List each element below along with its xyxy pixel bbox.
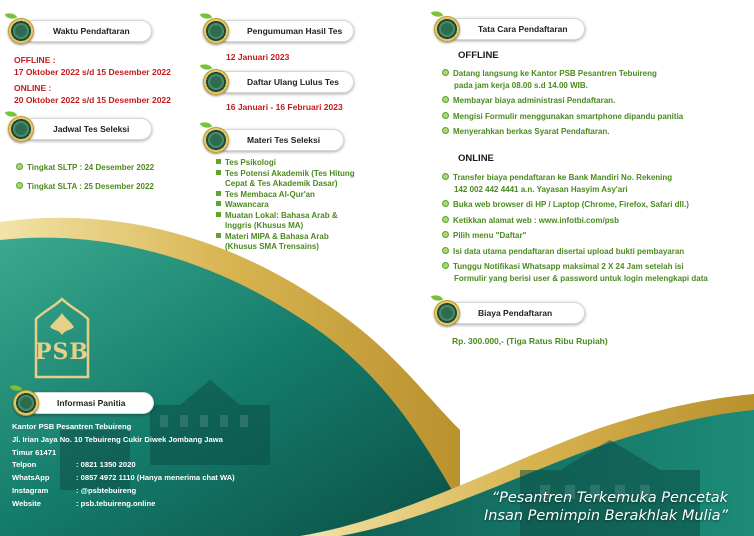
list-item: Tes Potensi Akademik (Tes Hitung bbox=[216, 169, 355, 180]
logo-text: PSB bbox=[34, 339, 90, 365]
emblem-icon bbox=[434, 300, 460, 326]
bullet-icon bbox=[442, 96, 449, 103]
office-name: Kantor PSB Pesantren Tebuireng bbox=[12, 422, 132, 431]
daftar-ulang-date: 16 Januari - 16 Februari 2023 bbox=[226, 102, 343, 112]
address-line-2: Timur 61471 bbox=[12, 447, 57, 457]
list-item: Pilih menu "Daftar" bbox=[442, 230, 708, 242]
list-item: Materi MIPA & Bahasa Arab bbox=[216, 232, 355, 243]
waktu-pendaftaran-title: Waktu Pendaftaran bbox=[53, 26, 130, 36]
emblem-icon bbox=[203, 127, 229, 153]
offline-date: 17 Oktober 2022 s/d 15 Desember 2022 bbox=[14, 67, 171, 77]
list-item: Tes Psikologi bbox=[216, 158, 355, 169]
pengumuman-date: 12 Januari 2023 bbox=[226, 52, 290, 62]
info-block bbox=[12, 421, 235, 511]
bullet-icon bbox=[442, 173, 449, 180]
list-item: Datang langsung ke Kantor PSB Pesantren Tebuireng bbox=[442, 68, 683, 80]
list-item: Buka web browser di HP / Laptop (Chrome, Firefox, Safari dll.) bbox=[442, 199, 708, 211]
emblem-icon bbox=[8, 18, 34, 44]
biaya-text: Rp. 300.000,- (Tiga Ratus Ribu Rupiah) bbox=[452, 336, 608, 346]
daftar-ulang-header bbox=[216, 71, 354, 93]
emblem-icon bbox=[434, 16, 460, 42]
bullet-icon bbox=[216, 191, 221, 196]
tata-cara-title: Tata Cara Pendaftaran bbox=[478, 24, 568, 34]
psb-logo bbox=[30, 297, 94, 381]
bullet-icon bbox=[216, 201, 221, 206]
jadwal-list bbox=[16, 158, 154, 196]
biaya-title: Biaya Pendaftaran bbox=[478, 308, 553, 318]
slogan-line-1: “Pesantren Terkemuka Pencetak bbox=[491, 490, 728, 506]
list-item-continued: (Khusus SMA Trensains) bbox=[225, 242, 319, 251]
bullet-icon bbox=[442, 112, 449, 119]
list-item: Tunggu Notifikasi Whatsapp maksimal 2 X 24 Jam setelah isi bbox=[442, 261, 708, 273]
slogan-line-2: Insan Pemimpin Berakhlak Mulia” bbox=[483, 508, 728, 524]
online-date: 20 Oktober 2022 s/d 15 Desember 2022 bbox=[14, 95, 171, 105]
emblem-icon bbox=[203, 18, 229, 44]
online-heading: ONLINE bbox=[458, 153, 494, 164]
bullet-icon bbox=[442, 200, 449, 207]
list-item: Menyerahkan berkas Syarat Pendaftaran. bbox=[442, 126, 683, 138]
offline-list bbox=[442, 68, 683, 138]
list-item-continued: pada jam kerja 08.00 s.d 14.00 WIB. bbox=[454, 80, 588, 90]
list-item: Transfer biaya pendaftaran ke Bank Mandiri No. Rekening bbox=[442, 172, 708, 184]
waktu-pendaftaran-header bbox=[22, 20, 152, 42]
jadwal-header bbox=[22, 118, 152, 140]
bullet-icon bbox=[442, 262, 449, 269]
list-item: Muatan Lokal: Bahasa Arab & bbox=[216, 211, 355, 222]
bullet-icon bbox=[16, 182, 23, 189]
contact-row-instagram: Instagram : @psbtebuireng bbox=[12, 485, 137, 495]
contact-row-phone: Telpon : 0821 1350 2020 bbox=[12, 460, 136, 470]
list-item: Tingkat SLTA : 25 Desember 2022 bbox=[16, 177, 154, 196]
offline-label: OFFLINE : bbox=[14, 55, 56, 65]
bullet-icon bbox=[442, 127, 449, 134]
bullet-icon bbox=[216, 233, 221, 238]
biaya-header bbox=[447, 302, 585, 324]
bullet-icon bbox=[216, 170, 221, 175]
list-item: Tes Membaca Al-Qur'an bbox=[216, 190, 355, 201]
pengumuman-title: Pengumuman Hasil Tes bbox=[247, 26, 343, 36]
bullet-icon bbox=[442, 231, 449, 238]
tata-cara-header bbox=[447, 18, 585, 40]
jadwal-title: Jadwal Tes Seleksi bbox=[53, 124, 130, 134]
list-item: Wawancara bbox=[216, 200, 355, 211]
emblem-icon bbox=[13, 390, 39, 416]
emblem-icon bbox=[203, 69, 229, 95]
bullet-icon bbox=[216, 159, 221, 164]
bullet-icon bbox=[216, 212, 221, 217]
list-item: Isi data utama pendaftaran disertai upload bukti pembayaran bbox=[442, 246, 708, 258]
list-item-continued: 142 002 442 4441 a.n. Yayasan Hasyim Asy'ari bbox=[454, 184, 628, 194]
contact-row-whatsapp: WhatsApp : 0857 4972 1110 (Hanya menerima chat WA) bbox=[12, 473, 235, 483]
contact-row-website: Website : psb.tebuireng.online bbox=[12, 498, 156, 508]
emblem-icon bbox=[8, 116, 34, 142]
list-item-continued: Cepat & Tes Akademik Dasar) bbox=[225, 179, 338, 188]
bullet-icon bbox=[442, 247, 449, 254]
bullet-icon bbox=[442, 216, 449, 223]
info-header bbox=[26, 392, 154, 414]
list-item: Ketikkan alamat web : www.infotbi.com/psb bbox=[442, 215, 708, 227]
materi-title: Materi Tes Seleksi bbox=[247, 135, 321, 145]
materi-header bbox=[216, 129, 344, 151]
list-item: Tingkat SLTP : 24 Desember 2022 bbox=[16, 158, 154, 177]
list-item-continued: Formulir yang berisi user & password untuk login melengkapi data bbox=[454, 273, 708, 283]
online-label: ONLINE : bbox=[14, 83, 52, 93]
pengumuman-header bbox=[216, 20, 354, 42]
address-line-1: Jl. Irian Jaya No. 10 Tebuireng Cukir Diwek Jombang Jawa bbox=[12, 434, 223, 444]
info-title: Informasi Panitia bbox=[57, 398, 126, 408]
daftar-ulang-title: Daftar Ulang Lulus Tes bbox=[247, 77, 339, 87]
materi-list bbox=[216, 158, 355, 253]
list-item-continued: Inggris (Khusus MA) bbox=[225, 221, 304, 230]
online-list bbox=[442, 172, 708, 284]
list-item: Membayar biaya administrasi Pendaftaran. bbox=[442, 95, 683, 107]
slogan bbox=[484, 489, 728, 525]
bullet-icon bbox=[16, 163, 23, 170]
list-item: Mengisi Formulir menggunakan smartphone dipandu panitia bbox=[442, 111, 683, 123]
bullet-icon bbox=[442, 69, 449, 76]
offline-heading: OFFLINE bbox=[458, 50, 499, 61]
